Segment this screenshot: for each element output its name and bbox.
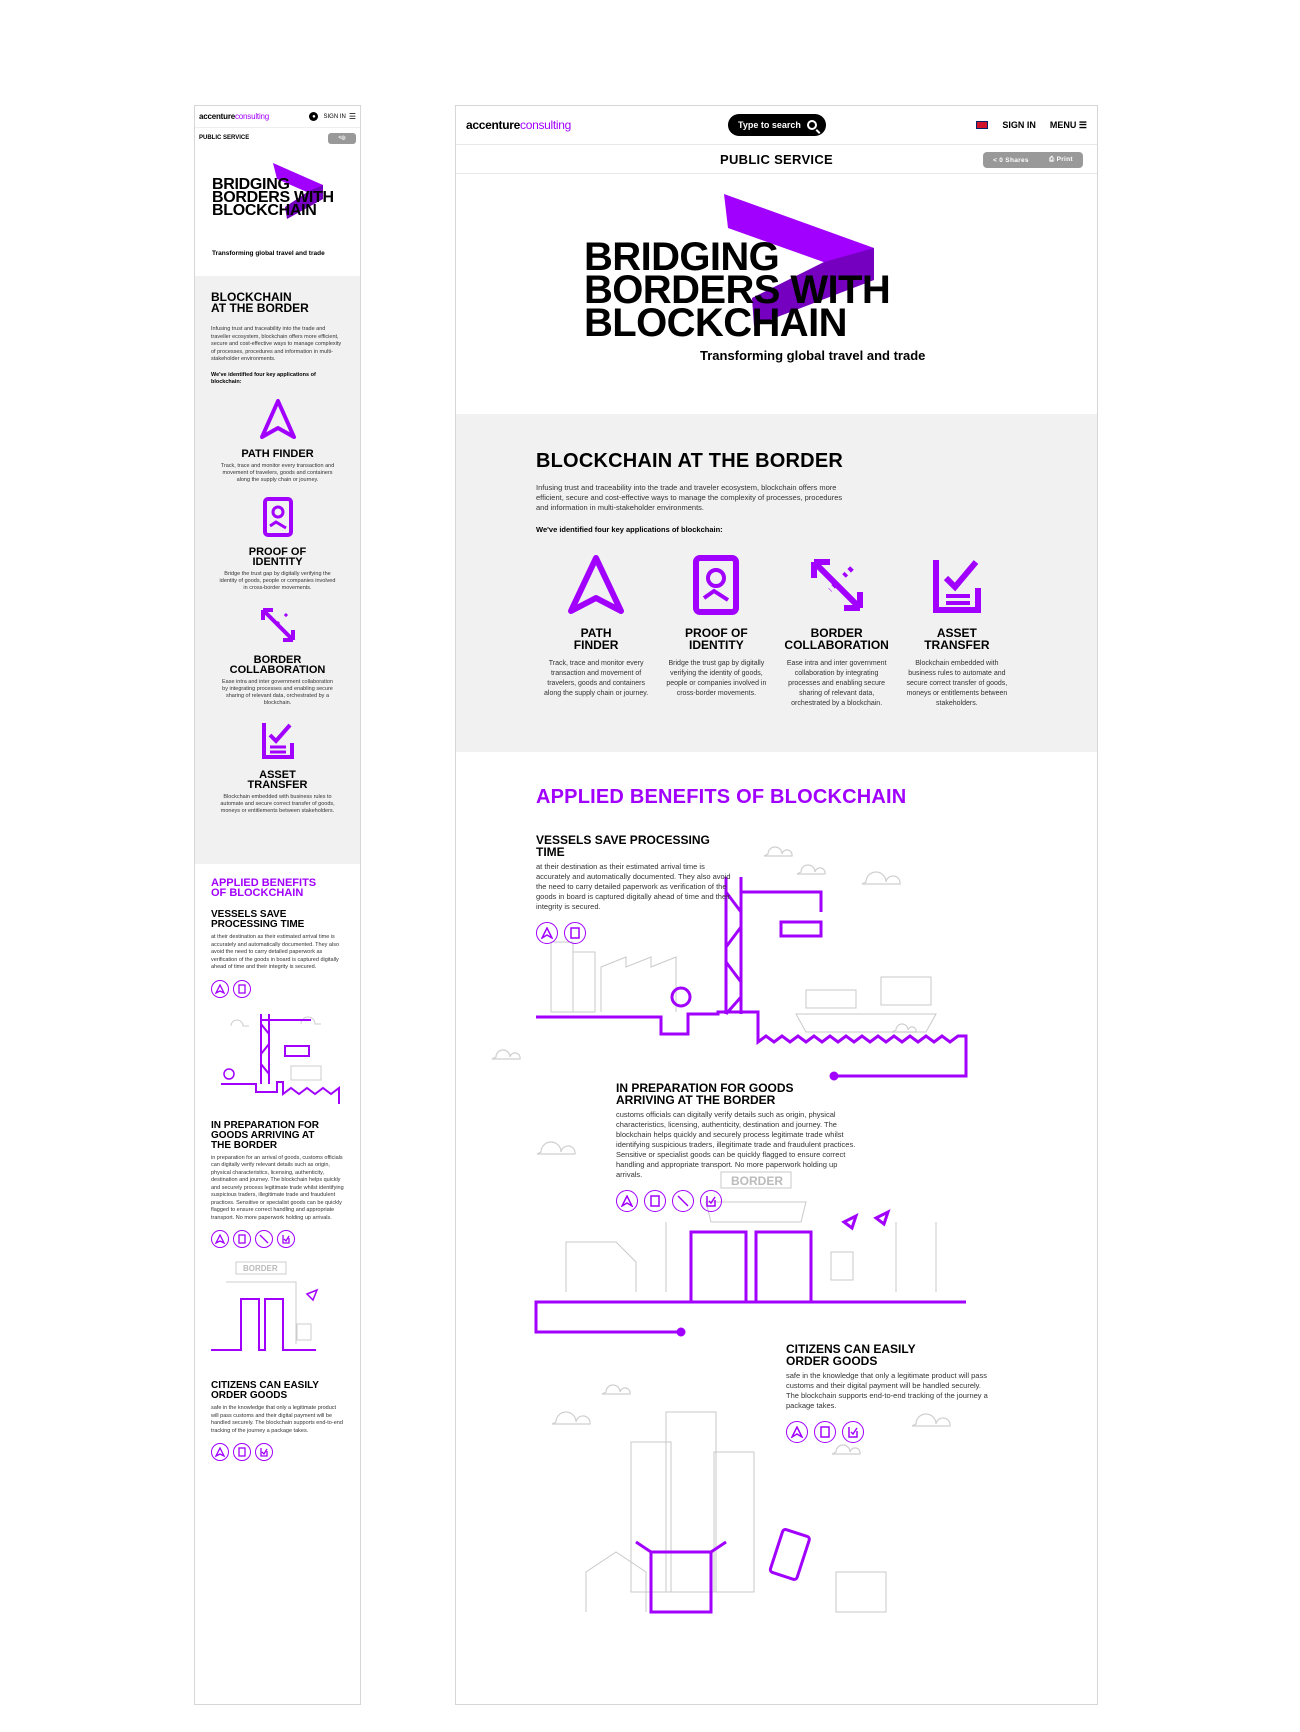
proof-of-identity-icon (260, 496, 296, 538)
citizens-block (786, 1343, 991, 1443)
preparation-body: customs officials can digitally verify details such as origin, physical characteristics, licensing, authenticity, destination and journey. The blockchain helps quickly and securely process legitimate trade whilst identifying suspicious traders, illegitimate trade and fraudulent practices. Sensitive or specialist goods can be quickly flagged to ensure correct handling and appropriate transport. No more paperwork holding up arrivals. (616, 1110, 856, 1179)
header-actions (976, 120, 1087, 131)
mobile-app-title: BORDER COLLABORATION (229, 653, 326, 676)
border-collaboration-icon (257, 604, 299, 646)
preparation-block (616, 1082, 856, 1212)
mobile-app-title: PATH FINDER (241, 447, 314, 460)
mobile-benefits-heading: APPLIED BENEFITS OF BLOCKCHAIN (211, 877, 317, 899)
mobile-logo[interactable]: accentureconsulting (199, 112, 270, 121)
preparation-icons (616, 1190, 856, 1212)
mobile-sign-in-link[interactable]: SIGN IN (323, 113, 346, 120)
mobile-app-desc: Blockchain embedded with business rules to automate and secure correct transfer of goods, moneys or entitlements between stakeholders. (220, 793, 335, 814)
mobile-preparation-body: in preparation for an arrival of goods, customs officials can digitally verify relevant details such as origin, physical characteristics, licensing, authenticity, destination and journey. The blockchain helps quickly and securely process legitimate trade whilst identifying suspicious traders, illegitimate trade and fraudulent practices. Sensitive or specialist goods can be quickly flagged to ensure correct handling and appropriate transport. No more paperwork holding up arrivals. (211, 1154, 344, 1221)
path-finder-icon[interactable] (616, 1190, 638, 1212)
citizens-body: safe in the knowledge that only a legitimate product will pass customs and their digital payment will be handled securely. The blockchain supports end-to-end tracking of the journey a package takes. (786, 1371, 988, 1410)
mobile-border-illustration (211, 1254, 346, 1364)
app-title: ASSET TRANSFER (924, 626, 990, 652)
section-title: PUBLIC SERVICE (719, 151, 834, 167)
mobile-preparation-icons (211, 1230, 344, 1248)
print-button[interactable]: ⎙ Print (1048, 156, 1073, 163)
mobile-header (195, 106, 360, 128)
path-finder-icon (257, 398, 299, 440)
vessels-title: VESSELS SAVE PROCESSING TIME (536, 833, 710, 859)
mobile-vessels-icons (211, 980, 344, 998)
path-finder-icon[interactable] (211, 1230, 229, 1248)
hamburger-icon: ☰ (1078, 119, 1087, 130)
path-finder-icon[interactable] (536, 922, 558, 944)
mobile-app-title: ASSET TRANSFER (247, 768, 308, 791)
asset-transfer-icon (928, 554, 986, 616)
border-sign: BORDER (731, 1174, 784, 1188)
asset-transfer-icon (258, 719, 298, 761)
share-button[interactable]: < 0 Shares (993, 156, 1029, 164)
menu-button[interactable]: MENU ☰ (1049, 119, 1087, 130)
asset-transfer-icon[interactable] (277, 1230, 295, 1248)
desktop-header (456, 106, 1097, 144)
citizens-icons (786, 1421, 991, 1443)
benefits-section (456, 752, 1097, 1682)
hero-title: BRIDGING BORDERS WITH BLOCKCHAIN (584, 235, 891, 345)
mobile-search-icon[interactable]: ● (309, 112, 318, 121)
proof-of-identity-icon[interactable] (564, 922, 586, 944)
search-button[interactable] (728, 114, 826, 136)
app-title: PROOF OF IDENTITY (685, 626, 748, 652)
mobile-hero-title: BRIDGING BORDERS WITH BLOCKCHAIN (212, 176, 334, 219)
asset-transfer-icon[interactable] (700, 1190, 722, 1212)
vessels-body: at their destination as their estimated arrival time is accurately and automatically documented. They also avoid the need to carry detailed paperwork as verification of the goods in board is captured digitally ahead of time and their integrity is secured. (536, 862, 731, 911)
mobile-app-asset-transfer (211, 719, 344, 815)
citizens-title: CITIZENS CAN EASILY ORDER GOODS (786, 1342, 916, 1368)
path-finder-icon[interactable] (211, 980, 229, 998)
app-border-collaboration (777, 554, 897, 709)
subheader (456, 144, 1097, 174)
vessels-icons (536, 922, 736, 944)
search-label: Type to search (738, 120, 801, 130)
mobile-subheader (195, 128, 360, 148)
benefits-heading: APPLIED BENEFITS OF BLOCKCHAIN (536, 786, 907, 808)
mobile-vessels-body: at their destination as their estimated arrival time is accurately and automatically documented. They also avoid the need to carry detailed paperwork as verification of the goods in board is captured digitally ahead of time and their integrity is secured. (211, 934, 339, 970)
mobile-hero (195, 148, 360, 276)
border-collaboration-icon[interactable] (255, 1230, 273, 1248)
intro-body: Infusing trust and traceability into the trade and traveler ecosystem, blockchain offers more efficient, secure and cost-effective ways to manage the complexity of processes, procedures and information in multi-stakeholder environments. (536, 483, 843, 512)
border-collaboration-icon[interactable] (672, 1190, 694, 1212)
proof-of-identity-icon[interactable] (233, 1443, 251, 1461)
mobile-app-proof-of-identity (211, 496, 344, 592)
mobile-intro-body: Infusing trust and traceability into the trade and traveller ecosystem, blockchain offers more efficient, secure and cost-effective ways to manage complexity of processes, procedures and information in multi-stakeholder environments. (211, 326, 342, 362)
mobile-intro-heading: BLOCKCHAIN AT THE BORDER (211, 290, 309, 315)
hero (456, 174, 1097, 414)
intro-section (456, 414, 1097, 752)
hero-tagline: Transforming global travel and trade (700, 348, 926, 363)
path-finder-icon (565, 554, 627, 616)
mobile-page-preview (194, 105, 361, 1705)
asset-transfer-icon[interactable] (842, 1421, 864, 1443)
app-title: BORDER COLLABORATION (784, 626, 889, 652)
mobile-citizens-title: CITIZENS CAN EASILY ORDER GOODS (211, 1380, 319, 1401)
mobile-section-title: PUBLIC SERVICE (199, 135, 250, 141)
mobile-menu-icon[interactable]: ☰ (348, 112, 356, 121)
vessels-block (536, 834, 736, 944)
mobile-app-desc: Bridge the trust gap by digitally verifying the identity of goods, people or companies involved in cross-border movements. (219, 570, 336, 591)
proof-of-identity-icon[interactable] (233, 1230, 251, 1248)
mobile-hero-tagline: Transforming global travel and trade (212, 250, 325, 257)
logo[interactable]: accentureconsulting (466, 118, 572, 132)
mobile-vessels-title: VESSELS SAVE PROCESSING TIME (211, 909, 305, 930)
app-asset-transfer (897, 554, 1017, 709)
search-icon (807, 120, 817, 130)
mobile-share-button[interactable]: <◎ (328, 133, 356, 144)
mobile-intro-section (195, 276, 360, 864)
mobile-app-desc: Track, trace and monitor every transaction and movement of travelers, goods and containers along the supply chain or journey. (220, 462, 335, 483)
mobile-app-desc: Ease intra and inter government collaboration by integrating processes and enabling secure sharing of relevant data, orchestrated by a blockchain. (222, 678, 333, 706)
share-print-bar (983, 152, 1083, 168)
proof-of-identity-icon[interactable] (644, 1190, 666, 1212)
path-finder-icon[interactable] (211, 1443, 229, 1461)
preparation-title: IN PREPARATION FOR GOODS ARRIVING AT THE BORDER (616, 1081, 794, 1107)
app-desc: Bridge the trust gap by digitally verifying the identity of goods, people or companies involved in cross-border movements. (666, 660, 767, 697)
desktop-page-preview (455, 105, 1098, 1705)
mobile-citizens-icons (211, 1443, 344, 1461)
uk-flag-icon[interactable] (976, 121, 988, 129)
proof-of-identity-icon[interactable] (814, 1421, 836, 1443)
mobile-app-border-collaboration (211, 604, 344, 707)
mobile-border-sign: BORDER (243, 1264, 278, 1273)
app-desc: Track, trace and monitor every transaction and movement of travelers, goods and containers along the supply chain or journey. (544, 660, 649, 697)
mobile-citizens-body: safe in the knowledge that only a legitimate product will pass customs and their digital payment will be handled securely. The blockchain supports end-to-end tracking of the journey a package takes. (211, 1405, 343, 1434)
border-collaboration-icon (806, 554, 868, 616)
mobile-benefits-section (195, 864, 360, 1475)
intro-lead: We've identified four key applications of blockchain: (536, 525, 723, 534)
proof-of-identity-icon[interactable] (233, 980, 251, 998)
app-desc: Blockchain embedded with business rules to automate and secure correct transfer of goods, moneys or entitlements between stakeholders. (906, 660, 1008, 707)
mobile-intro-lead: We've identified four key applications of blockchain: (211, 371, 316, 385)
proof-of-identity-icon (690, 554, 742, 616)
path-finder-icon[interactable] (786, 1421, 808, 1443)
app-title: PATH FINDER (573, 626, 619, 652)
app-desc: Ease intra and inter government collaboration by integrating processes and enabling secure sharing of relevant data, orchestrated by a blockchain. (786, 660, 887, 707)
mobile-port-illustration (211, 1004, 346, 1104)
app-proof-of-identity (656, 554, 776, 709)
app-path-finder (536, 554, 656, 709)
mobile-preparation-title: IN PREPARATION FOR GOODS ARRIVING AT THE BORDER (211, 1119, 319, 1151)
asset-transfer-icon[interactable] (255, 1443, 273, 1461)
applications-list (536, 554, 1017, 709)
mobile-app-title: PROOF OF IDENTITY (248, 545, 307, 568)
sign-in-link[interactable]: SIGN IN (1002, 120, 1036, 130)
mobile-app-path-finder (211, 398, 344, 484)
intro-heading: BLOCKCHAIN AT THE BORDER (536, 450, 844, 472)
